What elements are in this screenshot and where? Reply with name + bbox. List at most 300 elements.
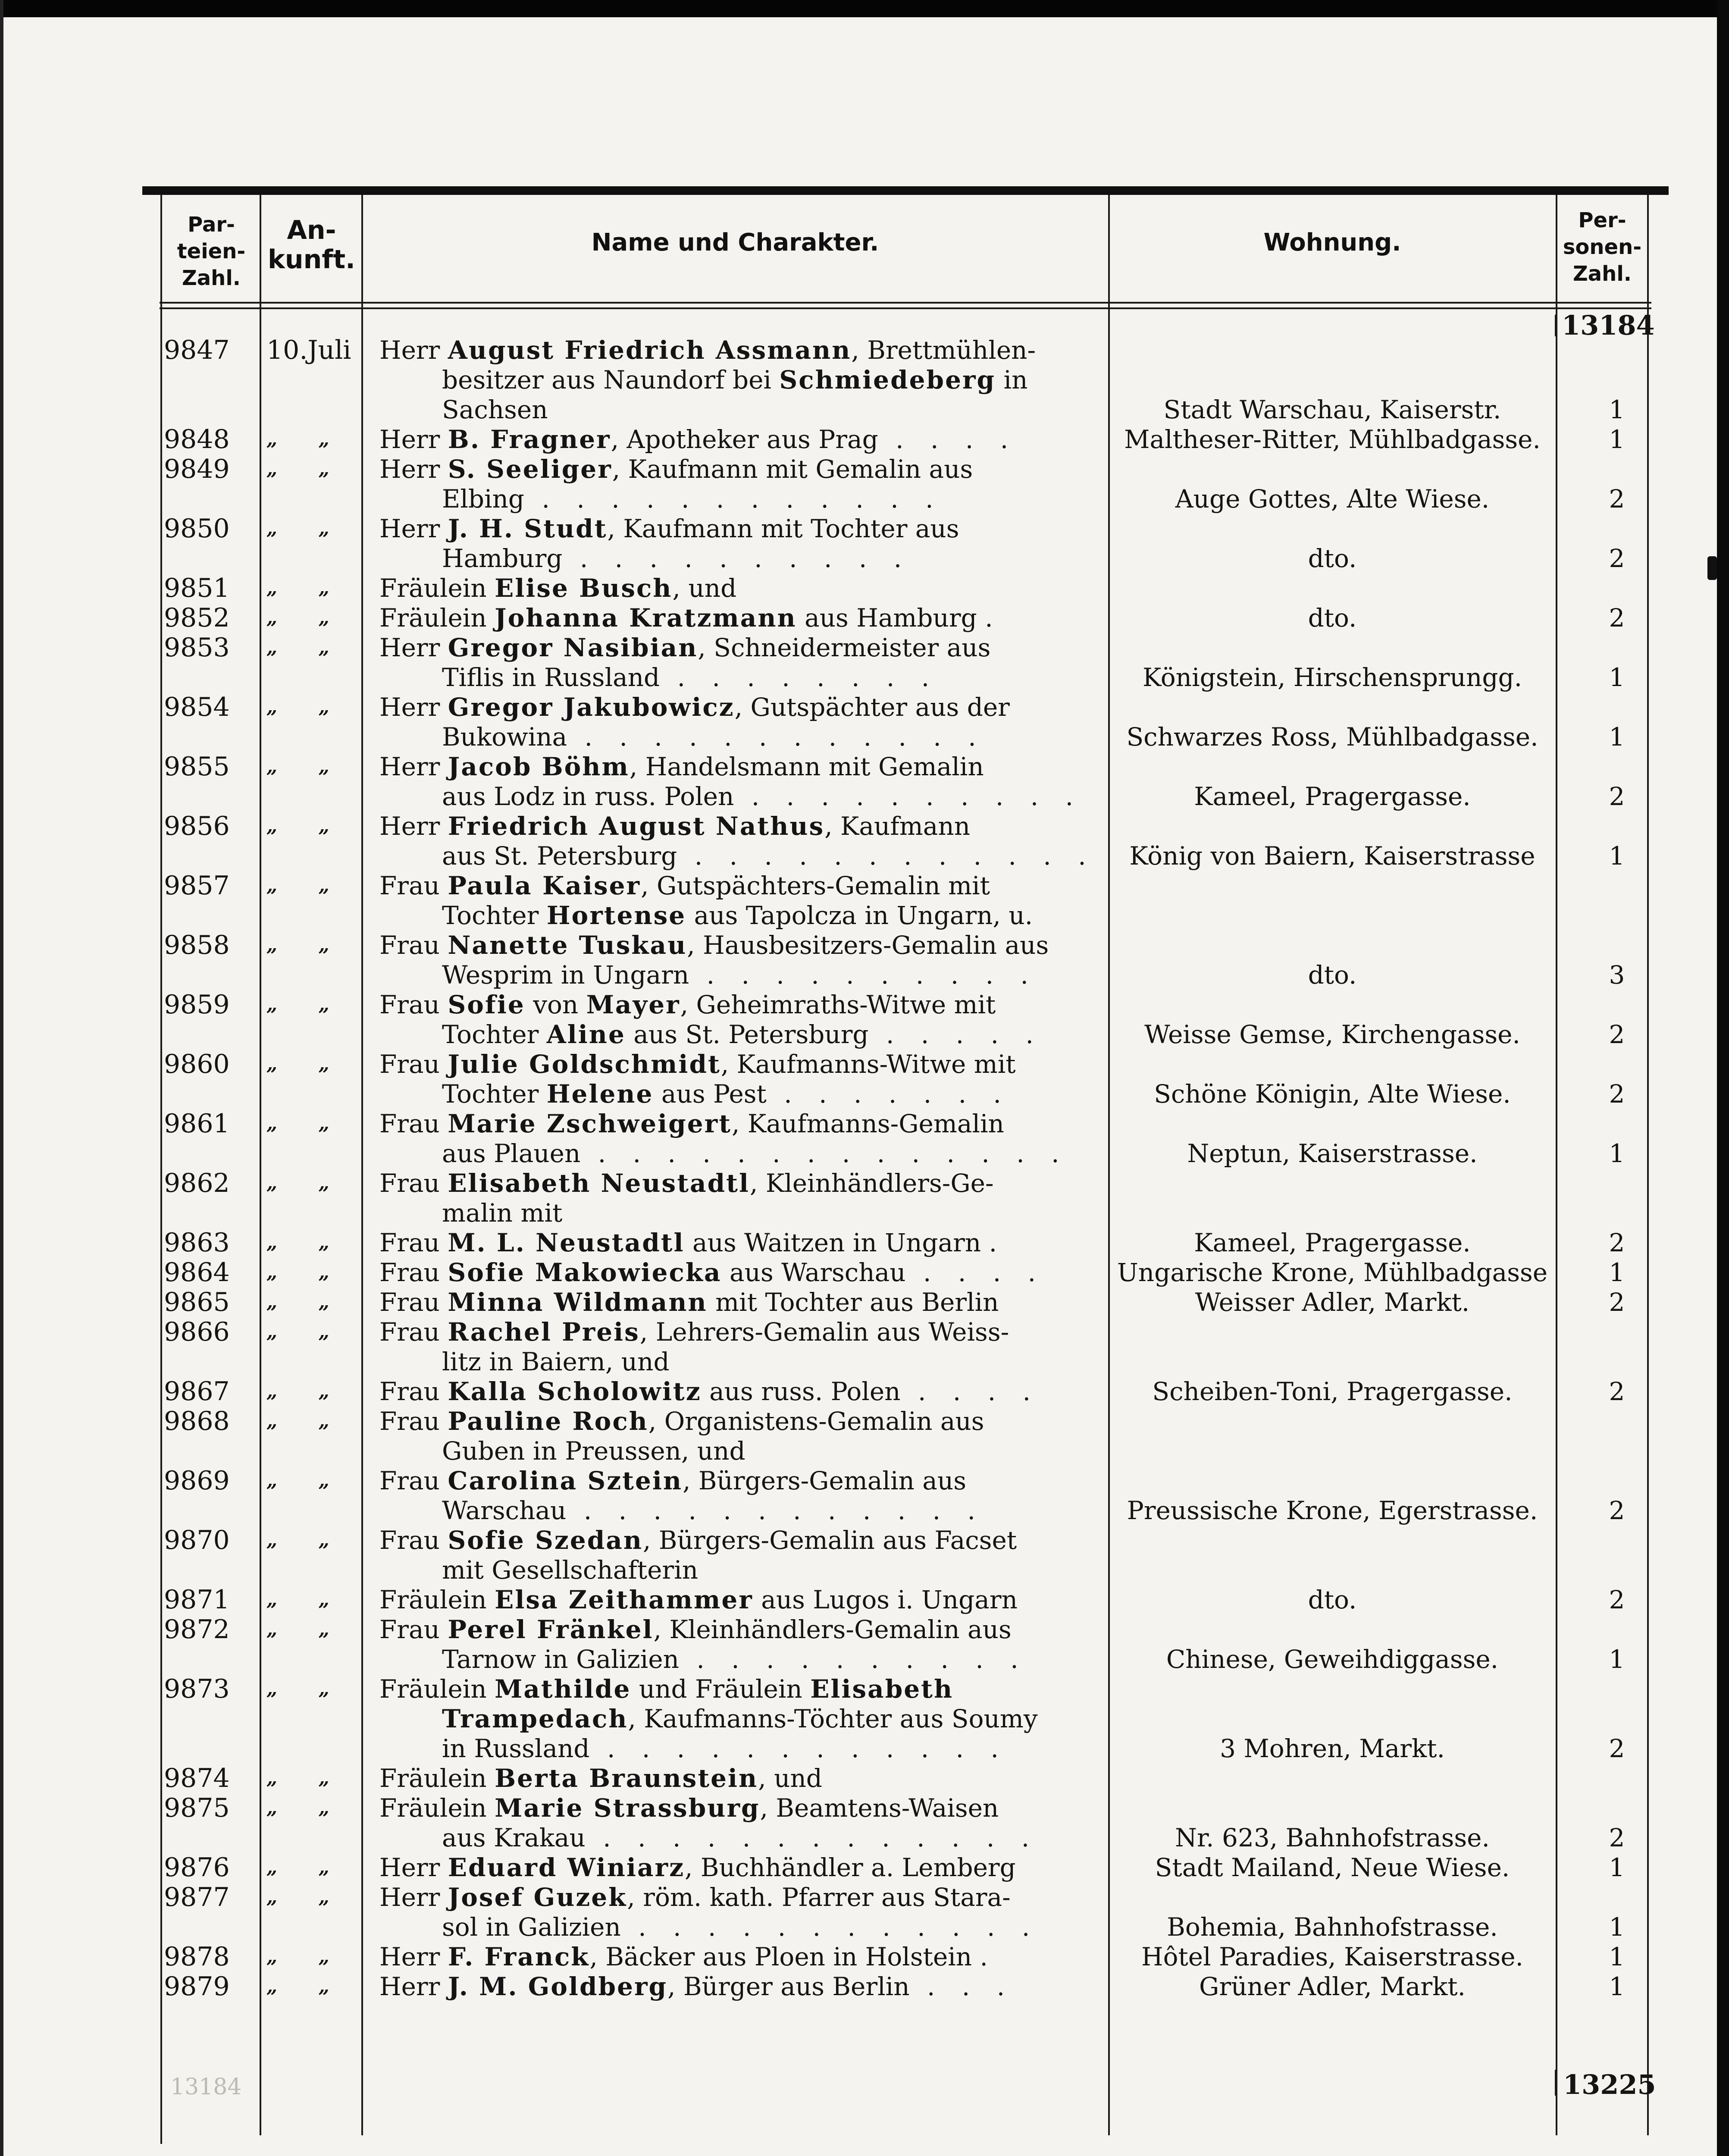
header-name: Name und Charakter. — [591, 229, 879, 257]
entry-text: Frau — [379, 1169, 448, 1198]
entry-text: Bukowina — [442, 722, 567, 752]
guest-name-description — [379, 1407, 1108, 1466]
party-number: 9847 — [164, 335, 230, 365]
entry-text: , Schneidermeister aus — [698, 633, 991, 662]
residence: Hôtel Paradies, Kaiserstrasse. — [1141, 1942, 1523, 1971]
arrival-date: „ „ — [266, 1291, 347, 1313]
entry-text: , Kaufmann mit Gemalin aus — [612, 454, 973, 484]
entry-text: aus St. Petersburg — [442, 841, 677, 871]
arrival-date: „ „ — [266, 755, 347, 777]
entry-text: Frau — [379, 1050, 448, 1079]
leader-dots: . . . . . . . . . . . . — [566, 1496, 985, 1525]
person-count: 2 — [1609, 782, 1625, 811]
party-number: 9857 — [164, 871, 230, 901]
entry-text: von — [525, 990, 586, 1019]
col-line-1 — [260, 195, 261, 2135]
residence: Ungarische Krone, Mühlbadgasse — [1117, 1258, 1548, 1287]
residence: Königstein, Hirschensprungg. — [1142, 663, 1522, 692]
leader-dots: . . . . . . . . . . — [562, 544, 911, 573]
person-name: Hortense — [546, 901, 686, 930]
party-number: 9867 — [164, 1376, 230, 1407]
person-count: 2 — [1609, 603, 1625, 633]
guest-name-description — [379, 1972, 1108, 2002]
entry-text: , Bürgers-Gemalin aus Facset — [643, 1526, 1017, 1555]
guest-name-description — [379, 990, 1108, 1050]
person-name: Marie Zschweigert — [448, 1109, 732, 1138]
entry-text: , Geheimraths-Witwe mit — [680, 990, 996, 1019]
person-name: Johanna Kratzmann — [495, 603, 797, 633]
arrival-date: „ „ — [266, 1261, 347, 1283]
person-name: Sofie — [448, 990, 525, 1019]
entry-text: , Organistens-Gemalin aus — [648, 1407, 984, 1436]
entry-text: Herr — [379, 693, 448, 722]
person-name: M. L. Neustadtl — [448, 1228, 685, 1257]
entry-text: Frau — [379, 1258, 448, 1287]
entry-text: Frau — [379, 1615, 448, 1644]
entry-text: mit Gesellschafterin — [442, 1555, 698, 1585]
residence: dto. — [1308, 603, 1357, 633]
person-count: 1 — [1609, 1942, 1625, 1971]
entry-text: und Fräulein — [631, 1674, 811, 1704]
entry-text: aus Lodz in russ. Polen — [442, 782, 734, 811]
arrival-date: „ „ — [266, 1589, 347, 1611]
party-number: 9856 — [164, 811, 230, 841]
entry-text: Frau — [379, 1228, 448, 1257]
person-name: Friedrich August Nathus — [448, 812, 825, 841]
col-line-left — [160, 195, 162, 2144]
header-party-number: Par- teien- Zahl. — [177, 213, 246, 290]
leader-dots: . . . . . . . . . . . . — [677, 841, 1096, 871]
arrival-date: 10.Juli — [266, 335, 351, 365]
entry-text: Frau — [379, 1288, 448, 1317]
party-number: 9876 — [164, 1852, 230, 1883]
party-number: 9871 — [164, 1585, 230, 1615]
arrival-date: „ „ — [266, 934, 347, 956]
leader-dots: . . . . . . . . . . — [679, 1645, 1028, 1674]
person-name: Josef Guzek — [448, 1883, 627, 1912]
entry-text: Wesprim in Ungarn — [442, 960, 689, 990]
party-number: 9862 — [164, 1168, 230, 1198]
person-name: Marie Strassburg — [495, 1793, 760, 1823]
entry-text: litz in Baiern, und — [442, 1347, 670, 1376]
arrival-date: „ „ — [266, 1470, 347, 1492]
entry-text: , und — [758, 1764, 822, 1793]
party-number: 9851 — [164, 573, 230, 603]
arrival-date: „ „ — [266, 577, 347, 599]
guest-name-description — [379, 335, 1108, 425]
guest-name-description — [379, 454, 1108, 514]
party-number: 9870 — [164, 1525, 230, 1555]
entry-text: aus Krakau — [442, 1823, 586, 1852]
residence: Auge Gottes, Alte Wiese. — [1175, 484, 1490, 514]
entry-text: Frau — [379, 1526, 448, 1555]
party-number: 9860 — [164, 1049, 230, 1079]
party-number: 9868 — [164, 1406, 230, 1436]
person-count: 1 — [1609, 1258, 1625, 1287]
person-name: Berta Braunstein — [495, 1764, 758, 1793]
person-count: 1 — [1609, 722, 1625, 752]
person-name: S. Seeliger — [448, 454, 612, 484]
entry-text: sol in Galizien — [442, 1912, 621, 1942]
party-number: 9869 — [164, 1466, 230, 1496]
person-count: 1 — [1609, 663, 1625, 692]
entry-text: Warschau — [442, 1496, 567, 1525]
entry-text: Fräulein — [379, 1674, 495, 1704]
entry-text: Herr — [379, 1972, 448, 2001]
person-name: Elise Busch — [495, 573, 673, 603]
leader-dots: . . . . . . . . . . . . — [589, 1734, 1008, 1763]
guest-name-description — [379, 1883, 1108, 1942]
entry-text: Frau — [379, 931, 448, 960]
total-final: 13225 — [1563, 2069, 1656, 2100]
person-name: Perel Fränkel — [448, 1615, 654, 1644]
person-count: 2 — [1609, 1496, 1625, 1525]
entry-text: , Kaufmann — [824, 812, 971, 841]
guest-name-description — [379, 1793, 1108, 1853]
residence: König von Baiern, Kaiserstrasse — [1129, 841, 1535, 871]
person-name: Schmiedeberg — [779, 365, 996, 395]
entry-text: aus Waitzen in Ungarn . — [684, 1228, 997, 1257]
person-name: Mathilde — [495, 1674, 631, 1704]
entry-text: Hamburg — [442, 544, 563, 573]
person-name: Helene — [546, 1079, 654, 1109]
entry-text: Elbing — [442, 484, 525, 514]
guest-name-description — [379, 1377, 1108, 1407]
entry-text: , Kleinhändlers-Ge- — [749, 1169, 994, 1198]
leader-dots: . . . . — [900, 1377, 1040, 1406]
person-count: 1 — [1609, 395, 1625, 424]
person-name: Julie Goldschmidt — [448, 1050, 721, 1079]
person-name: August Friedrich Assmann — [448, 335, 852, 365]
entry-text: , Kleinhändlers-Gemalin aus — [653, 1615, 1012, 1644]
party-number: 9850 — [164, 514, 230, 544]
residence: Grüner Adler, Markt. — [1199, 1972, 1466, 2001]
party-number: 9853 — [164, 633, 230, 663]
arrival-date: „ „ — [266, 1529, 347, 1551]
person-count: 1 — [1609, 1645, 1625, 1674]
guest-name-description — [379, 1615, 1108, 1674]
entry-text: , Bürger aus Berlin — [667, 1972, 910, 2001]
entry-text: Tochter — [442, 1079, 547, 1109]
person-count: 2 — [1609, 1585, 1625, 1614]
arrival-date: „ „ — [266, 1112, 347, 1134]
person-name: Rachel Preis — [448, 1317, 640, 1347]
entry-text: , Kaufmann mit Tochter aus — [607, 514, 959, 543]
person-name: Eduard Winiarz — [448, 1853, 685, 1882]
entry-text: malin mit — [442, 1198, 563, 1228]
guest-name-description — [379, 1050, 1108, 1109]
col-line-2 — [361, 195, 363, 2135]
guest-name-description — [379, 1258, 1108, 1288]
entry-text: Frau — [379, 871, 448, 900]
party-number: 9872 — [164, 1614, 230, 1645]
entry-text: , Apotheker aus Prag — [611, 425, 878, 454]
person-count: 2 — [1609, 1020, 1625, 1049]
arrival-date: „ „ — [266, 1975, 347, 1997]
person-name: Kalla Scholowitz — [448, 1377, 702, 1406]
person-name: Pauline Roch — [448, 1407, 648, 1436]
entry-text: Tochter — [442, 901, 547, 930]
guest-name-description — [379, 752, 1108, 812]
entry-text: Herr — [379, 1942, 448, 1971]
residence: Nr. 623, Bahnhofstrasse. — [1175, 1823, 1490, 1852]
person-name: J. M. Goldberg — [448, 1972, 668, 2001]
entry-text: Frau — [379, 1466, 448, 1495]
header-residence: Wohnung. — [1263, 229, 1401, 257]
party-number: 9874 — [164, 1763, 230, 1793]
scan-right-border — [1717, 0, 1729, 2156]
guest-name-description — [379, 603, 1108, 633]
residence: dto. — [1308, 544, 1357, 573]
total-final-bracket — [1555, 2070, 1557, 2096]
col-line-right — [1647, 195, 1649, 2135]
residence: Preussische Krone, Egerstrasse. — [1127, 1496, 1538, 1525]
entry-text: , Bürgers-Gemalin aus — [683, 1466, 966, 1495]
arrival-date: „ „ — [266, 1886, 347, 1908]
person-name: F. Franck — [448, 1942, 590, 1971]
faded-number: 13184 — [170, 2074, 242, 2100]
person-name: Sofie Szedan — [448, 1526, 643, 1555]
guest-name-description — [379, 1317, 1108, 1377]
entry-text: Frau — [379, 1109, 448, 1138]
arrival-date: „ „ — [266, 874, 347, 896]
leader-dots: . . . . . . . . . . — [689, 960, 1038, 990]
arrival-date: „ „ — [266, 1678, 347, 1700]
person-count: 2 — [1609, 1228, 1625, 1257]
arrival-date: „ „ — [266, 1410, 347, 1432]
party-number: 9878 — [164, 1942, 230, 1972]
scan-top-border — [0, 0, 1729, 17]
arrival-date: „ „ — [266, 607, 347, 629]
person-count: 2 — [1609, 484, 1625, 514]
leader-dots: . . . . . . . . . . — [734, 782, 1083, 811]
guest-name-description — [379, 1288, 1108, 1317]
entry-text: Herr — [379, 633, 448, 662]
residence: Maltheser-Ritter, Mühlbadgasse. — [1124, 425, 1541, 454]
entry-text: Tiflis in Russland — [442, 663, 660, 692]
entry-text: aus russ. Polen — [701, 1377, 901, 1406]
arrival-date: „ „ — [266, 1232, 347, 1253]
residence: Stadt Mailand, Neue Wiese. — [1155, 1853, 1510, 1882]
arrival-date: „ „ — [266, 1618, 347, 1640]
leader-dots: . . . . . . . . — [660, 663, 939, 692]
entry-text: Fräulein — [379, 603, 495, 633]
entry-text: mit Tochter aus Berlin — [707, 1288, 999, 1317]
leader-dots: . . . . . . . . . . . . — [567, 722, 986, 752]
residence: Bohemia, Bahnhofstrasse. — [1167, 1912, 1498, 1942]
entry-text: Fräulein — [379, 1764, 495, 1793]
residence: Stadt Warschau, Kaiserstr. — [1163, 395, 1501, 424]
arrival-date: „ „ — [266, 1172, 347, 1194]
party-number: 9854 — [164, 692, 230, 722]
party-number: 9861 — [164, 1109, 230, 1139]
entry-text: Sachsen — [442, 395, 548, 424]
entry-text: , Kaufmanns-Witwe mit — [720, 1050, 1016, 1079]
arrival-date: „ „ — [266, 517, 347, 539]
guest-name-description — [379, 931, 1108, 990]
person-name: Paula Kaiser — [448, 871, 641, 900]
party-number: 9858 — [164, 930, 230, 960]
party-number: 9866 — [164, 1317, 230, 1347]
entry-text: aus Pest — [653, 1079, 767, 1109]
residence: Weisser Adler, Markt. — [1195, 1288, 1470, 1317]
arrival-date: „ „ — [266, 636, 347, 658]
person-name: B. Fragner — [448, 425, 611, 454]
total-carried: 13184 — [1562, 310, 1655, 341]
arrival-date: „ „ — [266, 1053, 347, 1075]
header-persons: Per- sonen- Zahl. — [1563, 208, 1642, 286]
residence: Kameel, Pragergasse. — [1194, 1228, 1471, 1257]
arrival-date: „ „ — [266, 1380, 347, 1402]
guest-name-description — [379, 693, 1108, 752]
party-number: 9879 — [164, 1971, 230, 2002]
leader-dots: . . . — [909, 1972, 1015, 2001]
header-arrival: An- kunft. — [268, 215, 355, 275]
entry-text: Frau — [379, 1317, 448, 1347]
entry-text: Herr — [379, 1883, 448, 1912]
entry-text: Herr — [379, 812, 448, 841]
guest-name-description — [379, 1942, 1108, 1972]
guest-name-description — [379, 1109, 1108, 1169]
arrival-date: „ „ — [266, 428, 347, 450]
leader-dots: . . . . . . . . . . . . — [524, 484, 943, 514]
entry-text: Tarnow in Galizien — [442, 1645, 679, 1674]
residence: dto. — [1308, 1585, 1357, 1614]
party-number: 9855 — [164, 752, 230, 782]
person-name: Nanette Tuskau — [448, 931, 687, 960]
entry-text: Herr — [379, 514, 448, 543]
arrival-date: „ „ — [266, 815, 347, 837]
entry-text: , Gutspächters-Gemalin mit — [641, 871, 990, 900]
residence: Neptun, Kaiserstrasse. — [1187, 1139, 1478, 1168]
residence: dto. — [1308, 960, 1357, 990]
party-number: 9849 — [164, 454, 230, 484]
arrival-date: „ „ — [266, 1797, 347, 1819]
entry-text: Herr — [379, 454, 448, 484]
residence: Scheiben-Toni, Pragergasse. — [1152, 1377, 1513, 1406]
entry-text: Herr — [379, 335, 448, 365]
leader-dots: . . . . . . . . . . . . . . — [580, 1139, 1069, 1168]
margin-mark — [1707, 556, 1717, 580]
guest-name-description — [379, 573, 1108, 603]
entry-text: , Brettmühlen- — [851, 335, 1036, 365]
entry-text: aus St. Petersburg — [625, 1020, 869, 1049]
entry-text: Fräulein — [379, 573, 495, 603]
entry-text: , röm. kath. Pfarrer aus Stara- — [627, 1883, 1011, 1912]
person-count: 1 — [1609, 425, 1625, 454]
entry-text: , Buchhändler a. Lemberg — [685, 1853, 1016, 1882]
entry-text: in — [996, 365, 1028, 395]
party-number: 9875 — [164, 1793, 230, 1823]
person-name: J. H. Studt — [448, 514, 608, 543]
entry-text: , Handelsmann mit Gemalin — [629, 752, 984, 781]
entry-text: aus Tapolcza in Ungarn, u. — [686, 901, 1033, 930]
party-number: 9852 — [164, 603, 230, 633]
party-number: 9848 — [164, 424, 230, 454]
leader-dots: . . . . . . . . . . . . . — [585, 1823, 1039, 1852]
guest-name-description — [379, 812, 1108, 871]
entry-text: , Kaufmanns-Töchter aus Soumy — [628, 1704, 1038, 1733]
party-number: 9865 — [164, 1287, 230, 1317]
entry-text: , Beamtens-Waisen — [760, 1793, 999, 1823]
entry-text: Fräulein — [379, 1793, 495, 1823]
arrival-date: „ „ — [266, 1321, 347, 1343]
residence: Kameel, Pragergasse. — [1194, 782, 1471, 811]
residence: Schöne Königin, Alte Wiese. — [1154, 1079, 1511, 1109]
residence: 3 Mohren, Markt. — [1220, 1734, 1445, 1763]
guest-name-description — [379, 425, 1108, 454]
person-name: Sofie Makowiecka — [448, 1258, 722, 1287]
entry-text: Herr — [379, 1853, 448, 1882]
guest-name-description — [379, 1169, 1108, 1228]
entry-text: Frau — [379, 1407, 448, 1436]
person-name: Elisabeth — [810, 1674, 954, 1704]
scan-left-border — [0, 0, 3, 2156]
person-name: Trampedach — [442, 1704, 628, 1733]
entry-text: aus Warschau — [721, 1258, 906, 1287]
person-name: Elsa Zeithammer — [495, 1585, 753, 1614]
person-count: 1 — [1609, 1972, 1625, 2001]
entry-text: , Hausbesitzers-Gemalin aus — [687, 931, 1049, 960]
arrival-date: „ „ — [266, 1946, 347, 1968]
entry-text: Frau — [379, 990, 448, 1019]
entry-text: , Gutspächter aus der — [734, 693, 1010, 722]
party-number: 9864 — [164, 1257, 230, 1288]
arrival-date: „ „ — [266, 1856, 347, 1878]
person-name: Jacob Böhm — [448, 752, 630, 781]
person-name: Gregor Jakubowicz — [448, 693, 735, 722]
person-name: Elisabeth Neustadtl — [448, 1169, 750, 1198]
guest-name-description — [379, 1585, 1108, 1615]
party-number: 9873 — [164, 1674, 230, 1704]
entry-text: Tochter — [442, 1020, 547, 1049]
entry-text: , Kaufmanns-Gemalin — [731, 1109, 1004, 1138]
party-number: 9877 — [164, 1882, 230, 1912]
person-name: Carolina Sztein — [448, 1466, 683, 1495]
arrival-date: „ „ — [266, 1767, 347, 1789]
guest-name-description — [379, 871, 1108, 931]
party-number: 9863 — [164, 1228, 230, 1258]
entry-text: , Bäcker aus Ploen in Holstein . — [589, 1942, 988, 1971]
header-double-rule — [160, 302, 1651, 309]
guest-name-description — [379, 1764, 1108, 1793]
entry-text: Herr — [379, 425, 448, 454]
person-name: Minna Wildmann — [448, 1288, 708, 1317]
guest-name-description — [379, 514, 1108, 573]
entry-text: , Lehrers-Gemalin aus Weiss- — [639, 1317, 1009, 1347]
person-count: 2 — [1609, 1823, 1625, 1852]
person-count: 2 — [1609, 1734, 1625, 1763]
residence: Weisse Gemse, Kirchengasse. — [1144, 1020, 1520, 1049]
guest-name-description — [379, 633, 1108, 693]
guest-name-description — [379, 1674, 1108, 1764]
table-top-rule — [142, 186, 1669, 195]
entry-text: Fräulein — [379, 1585, 495, 1614]
entry-text: Guben in Preussen, und — [442, 1436, 745, 1466]
guest-name-description — [379, 1526, 1108, 1585]
entry-text: , und — [672, 573, 737, 603]
entry-text: aus Hamburg . — [796, 603, 993, 633]
person-count: 2 — [1609, 1288, 1625, 1317]
entry-text: Frau — [379, 1377, 448, 1406]
leader-dots: . . . . . — [868, 1020, 1043, 1049]
leader-dots: . . . . — [878, 425, 1018, 454]
residence: Chinese, Geweihdiggasse. — [1166, 1645, 1499, 1674]
person-count: 1 — [1609, 1912, 1625, 1942]
col-line-4 — [1556, 195, 1557, 2135]
person-name: Gregor Nasibian — [448, 633, 698, 662]
person-name: Mayer — [586, 990, 680, 1019]
